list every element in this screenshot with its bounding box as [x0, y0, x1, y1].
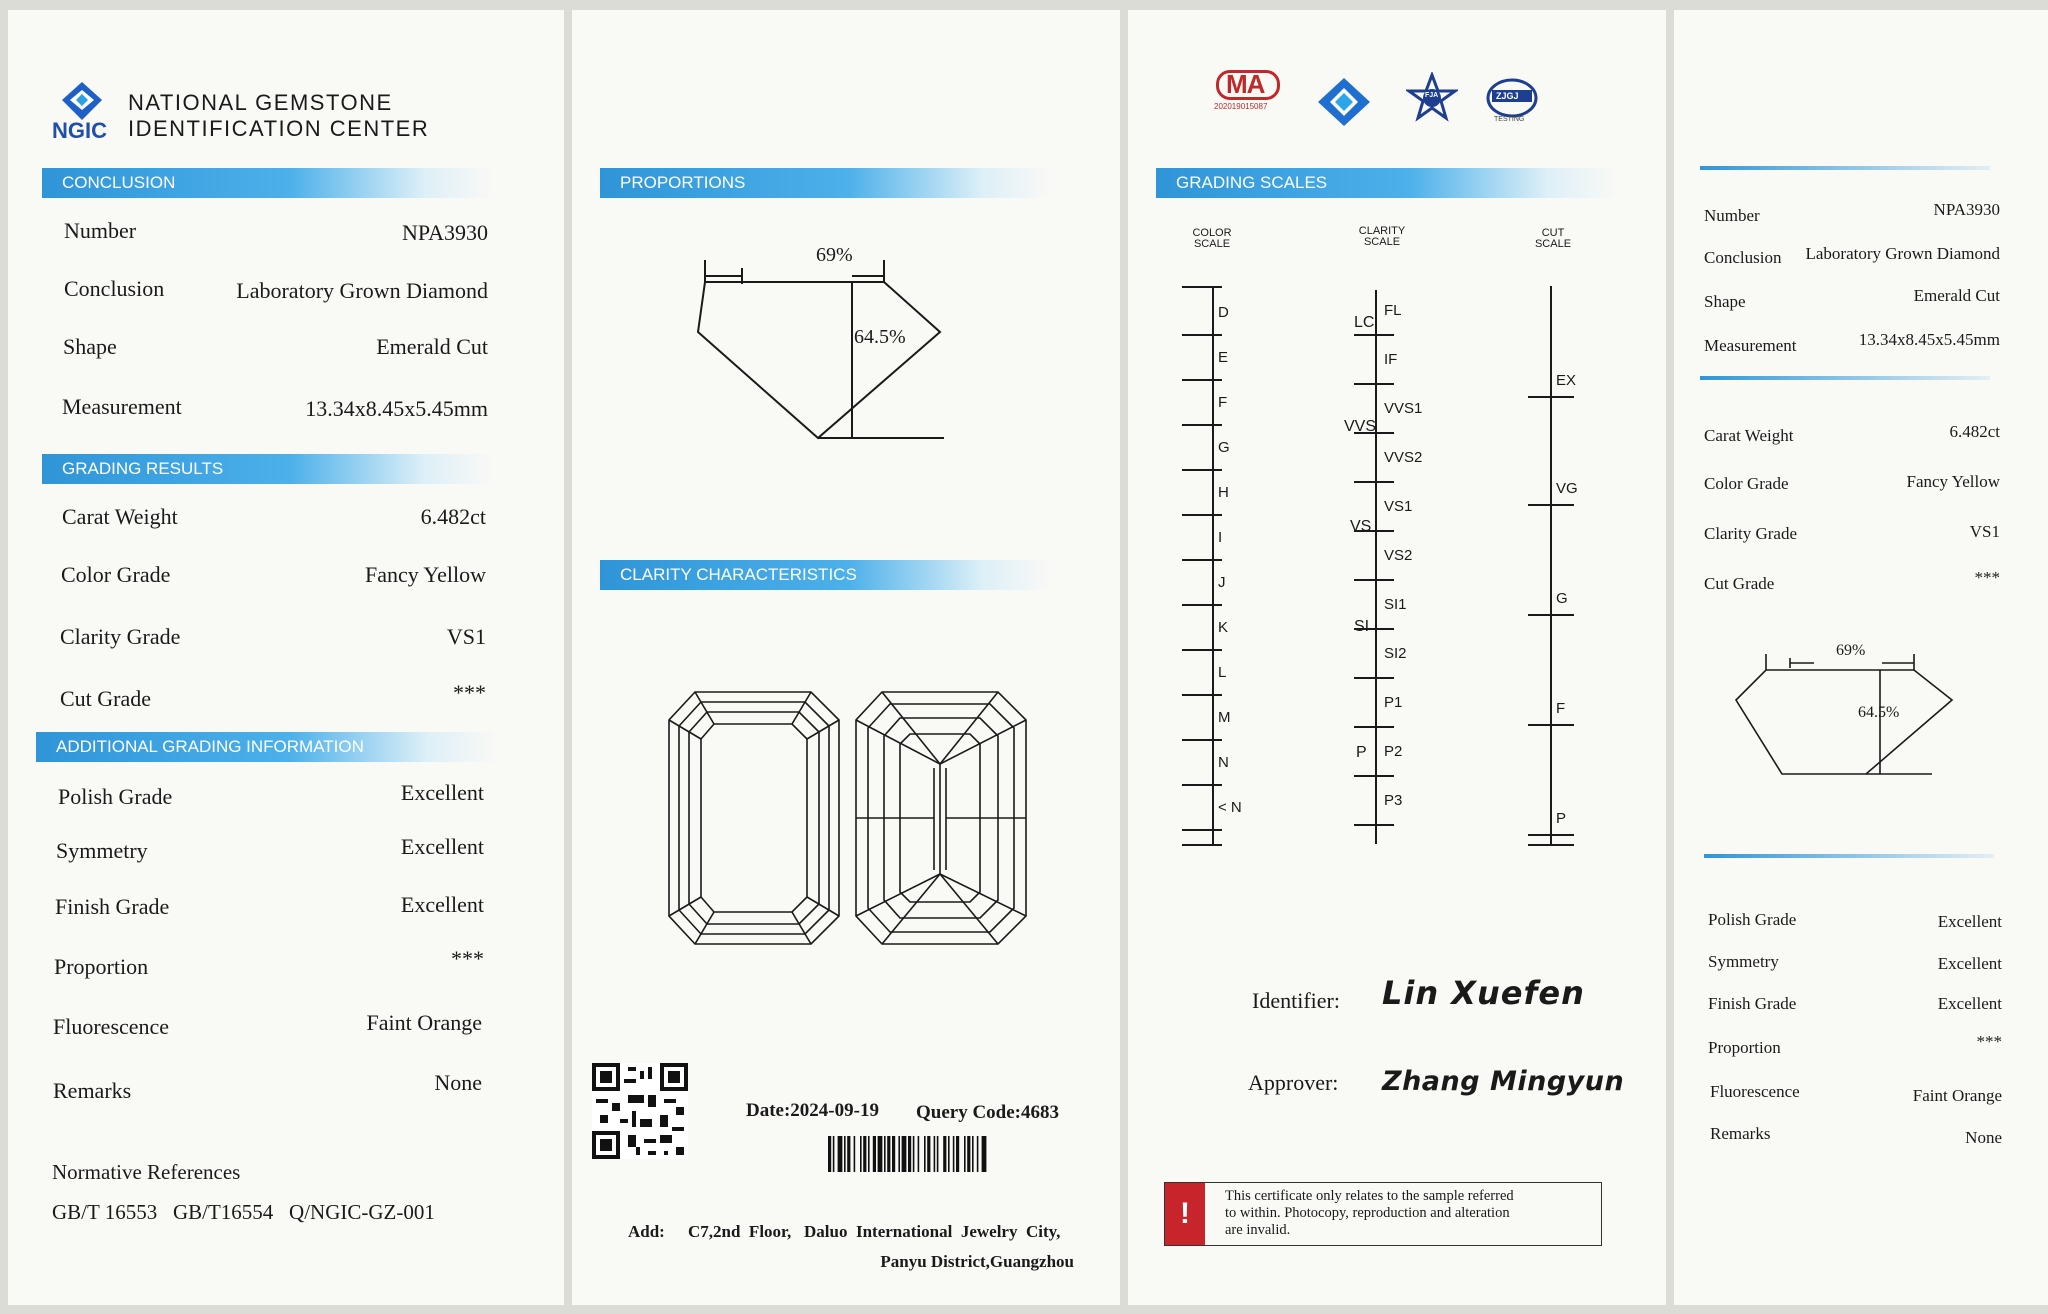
color-scale-tick — [1182, 334, 1222, 336]
address-line1: C7,2nd Floor, Daluo International Jewelry City, — [688, 1222, 1061, 1241]
clarity-scale-tick — [1354, 383, 1394, 385]
color-grade-4: H — [1218, 484, 1229, 501]
row-color-grade — [8, 552, 564, 592]
cut-grade-ex: EX — [1556, 372, 1577, 389]
color-scale-tick — [1182, 829, 1222, 831]
row-finish-grade — [8, 888, 564, 928]
clarity-scale-axis — [1375, 290, 1377, 844]
label: Carat Weight — [62, 504, 178, 529]
label: Color Grade — [61, 562, 171, 587]
identifier-label: Identifier: — [1252, 988, 1340, 1013]
summary-row-finish — [1674, 990, 2048, 1030]
barcode-bar — [847, 1136, 850, 1172]
value: 13.34x8.45x5.45mm — [1858, 330, 2000, 349]
clarity-grade-0: FL — [1384, 302, 1402, 319]
summary-row-cut-grade — [1674, 566, 2048, 606]
label: Measurement — [62, 394, 182, 419]
row-proportion — [8, 948, 564, 988]
summary-row-measurement — [1674, 328, 2048, 368]
color-scale-tick — [1182, 514, 1222, 516]
query-code: Query Code:4683 — [916, 1102, 1060, 1123]
summary-row-proportion — [1674, 1034, 2048, 1074]
normative-title: Normative References — [52, 1160, 241, 1184]
panel-proportions — [572, 10, 1120, 1305]
summary-row-carat-weight — [1674, 418, 2048, 458]
value: 13.34x8.45x5.45mm — [305, 396, 488, 421]
value: 6.482ct — [1949, 422, 2000, 441]
value: Emerald Cut — [1913, 286, 2000, 305]
cut-head-line1: CUT — [1541, 227, 1565, 239]
barcode-bar — [943, 1136, 946, 1172]
clarity-scale-tick — [1354, 579, 1394, 581]
value: VS1 — [446, 624, 486, 649]
color-scale-tick — [1182, 469, 1222, 471]
label: Number — [1704, 206, 1760, 225]
clarity-grade-1: IF — [1384, 351, 1398, 368]
value: Excellent — [400, 780, 484, 805]
color-scale-tick — [1182, 649, 1222, 651]
label: Measurement — [1704, 336, 1797, 355]
label: Shape — [1704, 292, 1746, 311]
notice-text — [1225, 1188, 1514, 1239]
summary-row-polish — [1674, 906, 2048, 946]
cut-scale-head — [1528, 228, 1578, 250]
approver-signature: Zhang Mingyun — [1382, 1066, 1625, 1097]
barcode-bar — [964, 1136, 966, 1172]
diamond-accreditation-icon — [1316, 76, 1372, 128]
row-measurement — [8, 382, 564, 422]
barcode-bar — [860, 1136, 862, 1172]
panel-conclusion — [8, 10, 564, 1305]
color-grade-9: M — [1218, 709, 1231, 726]
pavilion-view-diagram — [854, 690, 1034, 946]
cut-scale-tick — [1528, 844, 1574, 846]
clarity-scale-tick — [1354, 481, 1394, 483]
color-scale-tick — [1182, 424, 1222, 426]
ngic-logo-icon — [60, 80, 104, 122]
label: Fluorescence — [53, 1014, 170, 1039]
notice-line3: are invalid. — [1225, 1222, 1291, 1238]
clarity-scale-tick — [1354, 824, 1394, 826]
value: VS1 — [1969, 522, 2000, 541]
notice-line1: This certificate only relates to the sample referred — [1225, 1188, 1514, 1204]
clarity-scale-tick — [1354, 334, 1394, 336]
value: Excellent — [400, 834, 484, 859]
summary-row-color-grade — [1674, 466, 2048, 506]
proportions-diagram — [572, 240, 1120, 450]
identifier-signature: Lin Xuefen — [1382, 974, 1585, 1012]
cma-number: 202019015087 — [1214, 102, 1268, 111]
color-grade-3: G — [1218, 439, 1230, 456]
barcode-bar — [982, 1136, 987, 1172]
proportions-banner: PROPORTIONS — [600, 168, 1050, 198]
color-head-line1: COLOR — [1192, 227, 1232, 239]
clarity-group-p: P — [1356, 744, 1367, 761]
value: Laboratory Grown Diamond — [1805, 244, 2000, 263]
depth-percent: 64.5% — [854, 326, 906, 348]
label: Finish Grade — [1708, 994, 1797, 1013]
barcode-bar — [863, 1136, 866, 1172]
cut-scale-axis — [1550, 286, 1552, 844]
color-grade-1: E — [1218, 349, 1229, 366]
barcode-bar — [972, 1136, 974, 1172]
summary-divider-1 — [1700, 166, 1990, 170]
row-carat-weight — [8, 494, 564, 534]
row-cut-grade — [8, 676, 564, 716]
value: None — [434, 1070, 482, 1095]
value: Excellent — [1937, 912, 2002, 931]
color-scale-tick — [1182, 694, 1222, 696]
color-scale-tick — [1182, 286, 1222, 288]
value: Faint Orange — [1912, 1086, 2002, 1105]
summary-divider-3 — [1704, 854, 1994, 858]
cma-logo-icon — [1214, 70, 1284, 112]
value: *** — [1974, 568, 2000, 587]
label: Clarity Grade — [1704, 524, 1797, 543]
summary-divider-2 — [1700, 376, 1990, 380]
barcode-bar — [898, 1136, 900, 1172]
barcode-bar — [956, 1136, 959, 1172]
color-scale-tick — [1182, 784, 1222, 786]
label: Conclusion — [1704, 248, 1782, 267]
panel-summary — [1674, 10, 2048, 1305]
barcode — [828, 1136, 1074, 1172]
summary-row-conclusion — [1674, 242, 2048, 282]
label: Cut Grade — [60, 686, 152, 711]
value: None — [1965, 1128, 2002, 1147]
warning-icon: ! — [1165, 1183, 1205, 1245]
value: Excellent — [1937, 994, 2002, 1013]
normative-refs: GB/T 16553 GB/T16554 Q/NGIC-GZ-001 — [52, 1200, 435, 1224]
clarity-grade-10: P3 — [1384, 792, 1403, 809]
label: Clarity Grade — [60, 624, 181, 649]
barcode-bar — [892, 1136, 895, 1172]
panel-grading-scales — [1128, 10, 1666, 1305]
color-scale-tick — [1182, 379, 1222, 381]
crown-view-diagram — [667, 690, 847, 946]
summary-row-remarks — [1674, 1122, 2048, 1162]
value: *** — [453, 680, 486, 705]
label: Symmetry — [56, 838, 148, 863]
summary-depth-percent: 64.5% — [1858, 704, 1900, 721]
table-percent: 69% — [816, 244, 853, 266]
clarity-grade-8: P1 — [1384, 694, 1403, 711]
barcode-bar — [902, 1136, 907, 1172]
summary-row-fluorescence — [1674, 1078, 2048, 1118]
color-grade-6: J — [1218, 574, 1226, 591]
clarity-head-line1: CLARITY — [1358, 225, 1406, 237]
label: Cut Grade — [1704, 574, 1775, 593]
grading-results-banner: GRADING RESULTS — [42, 454, 492, 484]
testing-text: TESTING — [1494, 116, 1525, 123]
row-clarity-grade — [8, 614, 564, 654]
color-scale-axis — [1212, 286, 1214, 844]
value: Emerald Cut — [376, 334, 488, 359]
value: Excellent — [1937, 954, 2002, 973]
zjgj-text: ZJGJ — [1496, 91, 1519, 101]
label: Color Grade — [1704, 474, 1789, 493]
cut-grade-g: G — [1556, 590, 1568, 607]
value: Laboratory Grown Diamond — [236, 278, 488, 303]
value: NPA3930 — [1933, 200, 2000, 219]
color-grade-11: < N — [1218, 799, 1242, 816]
summary-row-shape — [1674, 284, 2048, 324]
cut-scale-tick — [1528, 724, 1574, 726]
ngic-abbr: NGIC — [52, 118, 107, 143]
barcode-bar — [838, 1136, 843, 1172]
certificate-date: Date:2024-09-19 — [746, 1100, 879, 1121]
clarity-group-lc: LC — [1354, 314, 1375, 331]
color-scale-tick — [1182, 739, 1222, 741]
conclusion-banner: CONCLUSION — [42, 168, 492, 198]
clarity-grade-4: VS1 — [1384, 498, 1413, 515]
value: Faint Orange — [366, 1010, 482, 1035]
barcode-bar — [854, 1136, 856, 1172]
color-grade-5: I — [1218, 529, 1223, 546]
label: Proportion — [1708, 1038, 1781, 1057]
org-name-line2: IDENTIFICATION CENTER — [128, 116, 430, 141]
label: Shape — [63, 334, 117, 359]
cut-scale-tick — [1528, 834, 1574, 836]
label: Conclusion — [64, 276, 165, 301]
cut-scale-tick — [1528, 396, 1574, 398]
label: Proportion — [54, 954, 149, 979]
color-grade-10: N — [1218, 754, 1229, 771]
barcode-bar — [924, 1136, 926, 1172]
barcode-bar — [948, 1136, 950, 1172]
row-remarks — [8, 1070, 564, 1110]
value: NPA3930 — [402, 220, 488, 245]
barcode-bar — [873, 1136, 876, 1172]
value: Excellent — [400, 892, 484, 917]
address-label: Add: — [628, 1222, 665, 1241]
color-grade-2: F — [1218, 394, 1228, 411]
summary-row-clarity-grade — [1674, 516, 2048, 556]
clarity-scale-tick — [1354, 726, 1394, 728]
color-grade-0: D — [1218, 304, 1229, 321]
grading-scales-banner: GRADING SCALES — [1156, 168, 1616, 198]
clarity-grade-6: SI1 — [1384, 596, 1407, 613]
cut-scale-tick — [1528, 504, 1574, 506]
row-shape — [8, 322, 564, 362]
barcode-bar — [828, 1136, 831, 1172]
clarity-characteristics-banner: CLARITY CHARACTERISTICS — [600, 560, 1050, 590]
label: Symmetry — [1708, 952, 1779, 971]
label: Polish Grade — [1708, 910, 1797, 929]
clarity-group-si: SI — [1354, 618, 1370, 635]
row-number — [8, 206, 564, 246]
notice-line2: to within. Photocopy, reproduction and alteration — [1225, 1205, 1510, 1221]
row-symmetry — [8, 832, 564, 872]
address-line2: Panyu District,Guangzhou — [880, 1252, 1074, 1271]
clarity-grade-7: SI2 — [1384, 645, 1407, 662]
barcode-bar — [977, 1136, 979, 1172]
clarity-grade-5: VS2 — [1384, 547, 1413, 564]
color-head-line2: SCALE — [1193, 238, 1231, 250]
cma-text: MA — [1226, 69, 1265, 99]
color-scale-tick — [1182, 559, 1222, 561]
barcode-bar — [878, 1136, 883, 1172]
label: Polish Grade — [58, 784, 173, 809]
color-grade-7: K — [1218, 619, 1229, 636]
value: Fancy Yellow — [1906, 472, 2000, 491]
clarity-group-vs: VS — [1350, 518, 1372, 535]
clarity-group-vvs: VVS — [1344, 418, 1377, 435]
value: 6.482ct — [420, 504, 486, 529]
clarity-scale-tick — [1354, 775, 1394, 777]
label: Finish Grade — [55, 894, 170, 919]
barcode-bar — [967, 1136, 970, 1172]
clarity-grade-9: P2 — [1384, 743, 1403, 760]
summary-row-number — [1674, 200, 2048, 240]
barcode-bar — [887, 1136, 890, 1172]
value: *** — [451, 946, 484, 971]
additional-info-banner: ADDITIONAL GRADING INFORMATION — [36, 732, 496, 762]
qr-code[interactable] — [592, 1063, 688, 1159]
barcode-bar — [833, 1136, 835, 1172]
value: Fancy Yellow — [364, 562, 486, 587]
cut-grade-f: F — [1556, 700, 1566, 717]
value: *** — [1976, 1032, 2002, 1051]
color-scale-tick — [1182, 844, 1222, 846]
barcode-bar — [844, 1136, 846, 1172]
clarity-head-line2: SCALE — [1363, 236, 1401, 248]
barcode-bar — [918, 1136, 920, 1172]
org-name-line1: NATIONAL GEMSTONE — [128, 90, 393, 115]
fja-text: FJA — [1425, 92, 1439, 99]
label: Remarks — [53, 1078, 132, 1103]
barcode-bar — [868, 1136, 870, 1172]
cut-grade-p: P — [1556, 810, 1567, 827]
barcode-bar — [884, 1136, 886, 1172]
barcode-bar — [937, 1136, 939, 1172]
summary-row-symmetry — [1674, 948, 2048, 988]
clarity-scale-head — [1350, 226, 1414, 248]
barcode-bar — [934, 1136, 936, 1172]
label: Fluorescence — [1710, 1082, 1800, 1101]
row-fluorescence — [8, 1006, 564, 1046]
label: Remarks — [1710, 1124, 1771, 1143]
clarity-grade-2: VVS1 — [1384, 400, 1423, 417]
row-polish-grade — [8, 776, 564, 816]
approver-label: Approver: — [1248, 1070, 1339, 1095]
cut-head-line2: SCALE — [1534, 238, 1572, 250]
notice-box — [1164, 1182, 1602, 1246]
color-grade-8: L — [1218, 664, 1227, 681]
barcode-bar — [927, 1136, 930, 1172]
label: Carat Weight — [1704, 426, 1794, 445]
summary-table-percent: 69% — [1836, 642, 1866, 659]
cut-grade-vg: VG — [1556, 480, 1578, 497]
barcode-bar — [953, 1136, 955, 1172]
color-scale-tick — [1182, 604, 1222, 606]
cut-scale-tick — [1528, 614, 1574, 616]
clarity-scale-tick — [1354, 677, 1394, 679]
color-scale-head — [1182, 228, 1242, 250]
label: Number — [64, 218, 137, 243]
barcode-bar — [908, 1136, 911, 1172]
row-conclusion — [8, 264, 564, 304]
clarity-grade-3: VVS2 — [1384, 449, 1423, 466]
barcode-bar — [913, 1136, 915, 1172]
